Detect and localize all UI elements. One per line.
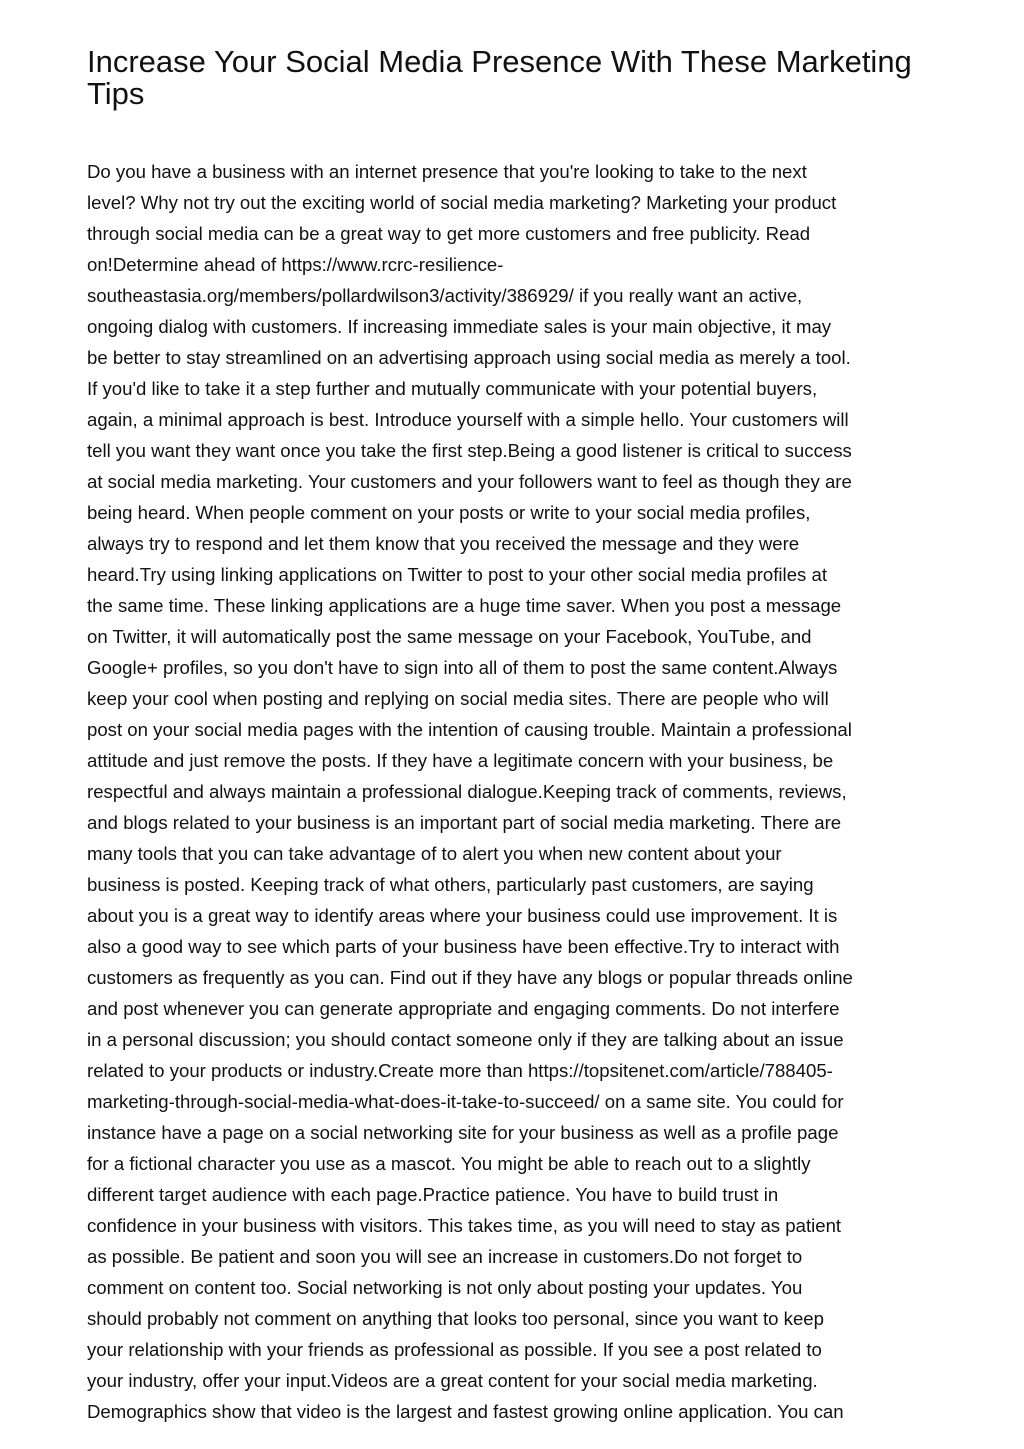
body-line: different target audience with each page.Practice patience. You have to build trust in	[87, 1184, 779, 1205]
body-line: Do you have a business with an internet presence that you're looking to take to the next	[87, 161, 807, 182]
body-line: instance have a page on a social networking site for your business as well as a profile page	[87, 1122, 839, 1143]
body-line: ongoing dialog with customers. If increasing immediate sales is your main objective, it may	[87, 316, 832, 337]
body-line: and post whenever you can generate appropriate and engaging comments. Do not interfere	[87, 998, 840, 1019]
body-line: for a fictional character you use as a mascot. You might be able to reach out to a slightly	[87, 1153, 811, 1174]
body-line: post on your social media pages with the intention of causing trouble. Maintain a professional	[87, 719, 852, 740]
body-line: Google+ profiles, so you don't have to sign into all of them to post the same content.Always	[87, 657, 838, 678]
body-line: in a personal discussion; you should contact someone only if they are talking about an issue	[87, 1029, 844, 1050]
body-line: should probably not comment on anything that looks too personal, since you want to keep	[87, 1308, 824, 1329]
body-line: on Twitter, it will automatically post the same message on your Facebook, YouTube, and	[87, 626, 812, 647]
body-line: be better to stay streamlined on an advertising approach using social media as merely a tool.	[87, 347, 851, 368]
body-line: keep your cool when posting and replying on social media sites. There are people who will	[87, 688, 829, 709]
body-line: tell you want they want once you take the first step.Being a good listener is critical to success	[87, 440, 852, 461]
body-line: marketing-through-social-media-what-does-it-take-to-succeed/ on a same site. You could for	[87, 1091, 844, 1112]
document-title	[87, 46, 947, 110]
body-line: attitude and just remove the posts. If they have a legitimate concern with your business, be	[87, 750, 834, 771]
body-line: comment on content too. Social networking is not only about posting your updates. You	[87, 1277, 803, 1298]
body-line: about you is a great way to identify areas where your business could use improvement. It is	[87, 905, 838, 926]
body-line: through social media can be a great way to get more customers and free publicity. Read	[87, 223, 811, 244]
body-line: customers as frequently as you can. Find out if they have any blogs or popular threads online	[87, 967, 853, 988]
body-line: If you'd like to take it a step further and mutually communicate with your potential buyers,	[87, 378, 818, 399]
title-line: Increase Your Social Media Presence With These Marketing	[87, 44, 912, 79]
body-line: many tools that you can take advantage of to alert you when new content about your	[87, 843, 782, 864]
body-line: confidence in your business with visitors. This takes time, as you will need to stay as patient	[87, 1215, 842, 1236]
body-line: at social media marketing. Your customers and your followers want to feel as though they are	[87, 471, 852, 492]
body-line: the same time. These linking applications are a huge time saver. When you post a message	[87, 595, 842, 616]
body-line: heard.Try using linking applications on Twitter to post to your other social media profiles at	[87, 564, 827, 585]
body-line: your relationship with your friends as professional as possible. If you see a post related to	[87, 1339, 822, 1360]
body-line: business is posted. Keeping track of what others, particularly past customers, are saying	[87, 874, 814, 895]
body-line: also a good way to see which parts of your business have been effective.Try to interact with	[87, 936, 840, 957]
article-body	[87, 156, 947, 1427]
title-line: Tips	[87, 76, 145, 111]
body-line: and blogs related to your business is an important part of social media marketing. There are	[87, 812, 842, 833]
body-line: respectful and always maintain a professional dialogue.Keeping track of comments, reviews,	[87, 781, 847, 802]
body-line: on!Determine ahead of https://www.rcrc-resilience-	[87, 254, 504, 275]
body-line: Demographics show that video is the largest and fastest growing online application. You can	[87, 1401, 844, 1422]
body-line: level? Why not try out the exciting world of social media marketing? Marketing your product	[87, 192, 837, 213]
body-line: related to your products or industry.Create more than https://topsitenet.com/article/788405-	[87, 1060, 833, 1081]
body-line: your industry, offer your input.Videos are a great content for your social media marketing.	[87, 1370, 818, 1391]
body-line: always try to respond and let them know that you received the message and they were	[87, 533, 800, 554]
body-line: again, a minimal approach is best. Introduce yourself with a simple hello. Your customers will	[87, 409, 849, 430]
body-line: as possible. Be patient and soon you will see an increase in customers.Do not forget to	[87, 1246, 803, 1267]
body-line: being heard. When people comment on your posts or write to your social media profiles,	[87, 502, 811, 523]
body-line: southeastasia.org/members/pollardwilson3/activity/386929/ if you really want an active,	[87, 285, 803, 306]
document-page	[87, 46, 947, 1427]
